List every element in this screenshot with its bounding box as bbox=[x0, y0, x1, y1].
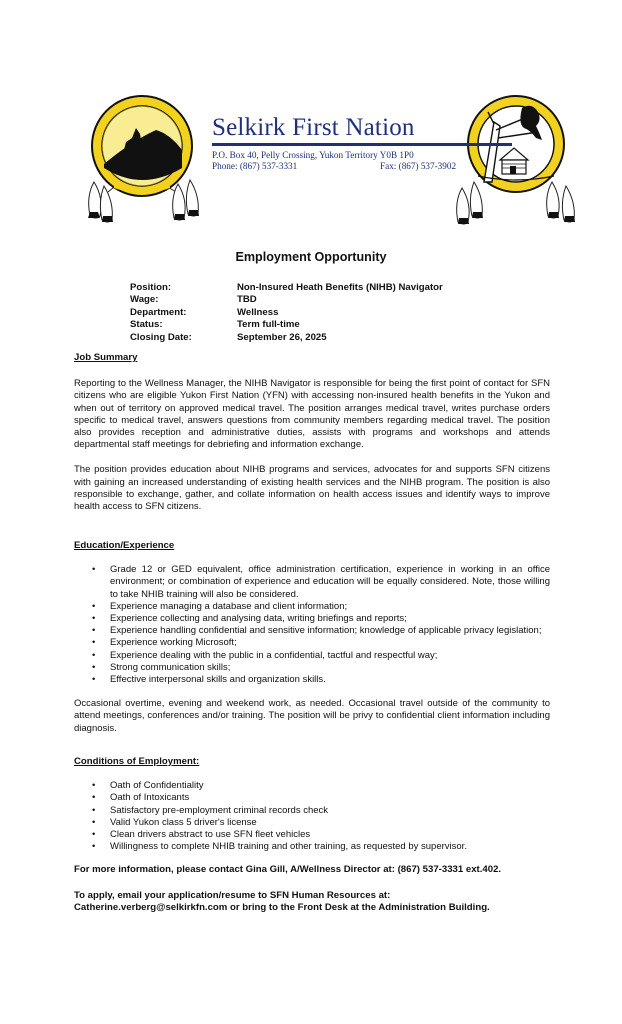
detail-label: Status: bbox=[130, 319, 163, 331]
education-heading: Education/Experience bbox=[74, 540, 175, 551]
contact-section bbox=[74, 864, 550, 915]
conditions-heading: Conditions of Employment: bbox=[74, 756, 200, 767]
list-item: • Grade 12 or GED equivalent, office administration certification, experience in working in an office environment; or combination of experience and education will be equally considered. Note, those willing to take NHIB training will also be considered. bbox=[74, 564, 550, 601]
detail-row bbox=[130, 282, 443, 294]
list-item: • Experience dealing with the public in a confidential, tactful and respectful way; bbox=[74, 650, 550, 662]
detail-value: Term full-time bbox=[237, 319, 300, 331]
detail-row bbox=[130, 332, 443, 344]
org-name: Selkirk First Nation bbox=[212, 114, 415, 141]
list-item: • Experience working Microsoft; bbox=[74, 637, 550, 649]
detail-row bbox=[130, 319, 443, 331]
org-fax: Fax: (867) 537-3902 bbox=[380, 161, 457, 171]
org-phone: Phone: (867) 537-3331 bbox=[212, 161, 298, 171]
detail-value: September 26, 2025 bbox=[237, 331, 327, 343]
job-summary-heading: Job Summary bbox=[74, 352, 138, 363]
detail-label: Closing Date: bbox=[130, 331, 192, 343]
detail-row bbox=[130, 307, 443, 319]
list-item: • Valid Yukon class 5 driver's license bbox=[74, 817, 550, 829]
letterhead bbox=[60, 64, 600, 254]
list-item: • Oath of Intoxicants bbox=[74, 792, 550, 804]
detail-label: Department: bbox=[130, 306, 187, 318]
education-section bbox=[74, 540, 550, 735]
list-item: • Effective interpersonal skills and organization skills. bbox=[74, 674, 550, 686]
job-summary-paragraph-2: The position provides education about NIHB programs and services, advocates for and supports SFN citizens with gaining an increased understanding of existing health services and the NIHB program. The position is also responsible to exchange, gather, and collate information on health access issues and identify ways to improve health access to SFN citizens. bbox=[74, 464, 550, 513]
list-item: • Willingness to complete NHIB training and other training, as requested by supervisor. bbox=[74, 841, 550, 853]
conditions-list bbox=[74, 780, 550, 853]
job-summary-paragraph-1: Reporting to the Wellness Manager, the NIHB Navigator is responsible for being the first point of contact for SFN citizens who are eligible Yukon First Nation (YFN) with accessing non-insured health benefits in the Yukon and when out of territory on approved medical travel. The position arranges medical travel, writes purchase orders specific to medical travel, answers questions from community members regarding medical travel. The position also provides reception and administrative duties, assists with programs and workshops and attends departmental staff meetings for debriefing and information exchange. bbox=[74, 378, 550, 451]
list-item: • Clean drivers abstract to use SFN fleet vehicles bbox=[74, 829, 550, 841]
page-title: Employment Opportunity bbox=[235, 250, 387, 264]
list-item: • Experience managing a database and client information; bbox=[74, 601, 550, 613]
list-item: • Strong communication skills; bbox=[74, 662, 550, 674]
detail-value: Non-Insured Heath Benefits (NIHB) Navigator bbox=[237, 282, 443, 293]
apply-line-2: Catherine.verberg@selkirkfn.com or bring to the Front Desk at the Administration Building. bbox=[74, 902, 490, 914]
list-item: • Satisfactory pre-employment criminal records check bbox=[74, 805, 550, 817]
detail-row bbox=[130, 294, 443, 306]
list-item: • Oath of Confidentiality bbox=[74, 780, 550, 792]
education-note: Occasional overtime, evening and weekend work, as needed. Occasional travel outside of the community to attend meetings, conferences and/or training. The position will be privy to confidential client information including diagnosis. bbox=[74, 698, 550, 734]
list-item: • Experience collecting and analysing data, writing briefings and reports; bbox=[74, 613, 550, 625]
detail-label: Position: bbox=[130, 282, 172, 293]
detail-label: Wage: bbox=[130, 294, 159, 306]
education-list bbox=[74, 564, 550, 686]
org-rule bbox=[212, 143, 512, 146]
org-block bbox=[212, 114, 512, 172]
contact-line: For more information, please contact Gina Gill, A/Wellness Director at: (867) 537-3331 ext.402. bbox=[74, 864, 502, 875]
org-phone-fax bbox=[212, 161, 512, 172]
job-summary-section bbox=[74, 352, 550, 513]
apply-line-1: To apply, email your application/resume to SFN Human Resources at: bbox=[74, 890, 391, 902]
detail-value: TBD bbox=[237, 294, 257, 306]
org-address: P.O. Box 40, Pelly Crossing, Yukon Territory Y0B 1P0 bbox=[212, 150, 414, 160]
wolf-howling-emblem bbox=[88, 96, 199, 222]
job-details bbox=[130, 282, 443, 344]
detail-value: Wellness bbox=[237, 306, 279, 318]
list-item: • Experience handling confidential and sensitive information; knowledge of applicable privacy legislation; bbox=[74, 625, 550, 637]
conditions-section bbox=[74, 756, 550, 853]
